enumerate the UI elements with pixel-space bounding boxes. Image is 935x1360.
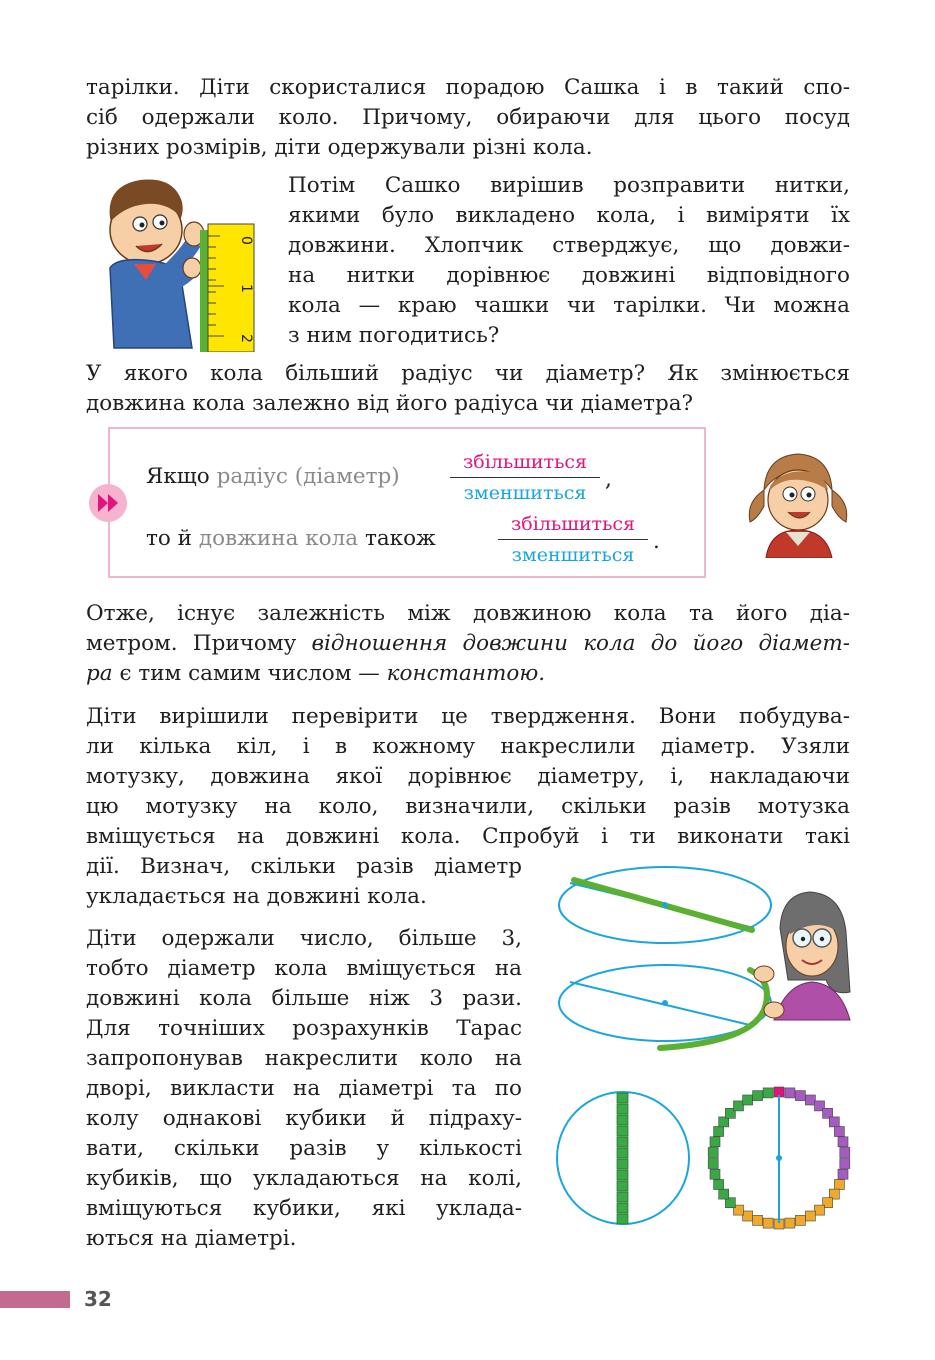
text-line: довжині кола більше ніж 3 рази. — [86, 986, 522, 1011]
circle-cube — [838, 1169, 848, 1179]
circle-cube — [753, 1215, 763, 1225]
text-line: дії. Визнач, скільки разів діаметр — [86, 854, 522, 879]
boy-with-ruler-illustration — [96, 172, 266, 352]
text-line: дворі, викласти на діаметрі та по — [86, 1076, 522, 1101]
diameter-cube — [617, 1115, 628, 1125]
diameter-cube — [617, 1214, 628, 1224]
rule-comma: , — [605, 467, 612, 492]
italic-fragment: ра — [86, 661, 113, 686]
text-line: на нитки дорівнює довжині відповідного — [288, 263, 850, 288]
paragraph-2 — [288, 171, 850, 351]
paragraph-4 — [86, 599, 850, 689]
text-line: У якого кола більший радіус чи діаметр? Як змінюється — [86, 361, 850, 386]
circles-with-rope-illustration — [550, 860, 860, 1060]
rule-period: . — [653, 529, 660, 554]
text-line: Для точніших розрахунків Тарас — [86, 1016, 522, 1041]
rule-length-text: довжина кола — [198, 526, 359, 551]
circle-cube — [840, 1159, 850, 1169]
circle-cube — [795, 1215, 805, 1225]
text-line: якими було викладено кола, і виміряти їх — [288, 203, 850, 228]
text-line: вміщується на довжині кола. Спробуй і ти виконати такі — [86, 824, 850, 849]
paragraph-5 — [86, 702, 850, 852]
text-line: різних розмірів, діти одержували різні кола. — [86, 135, 593, 160]
rule-fraction-1 — [450, 449, 600, 506]
rule-also-text: також — [364, 526, 436, 551]
circle-cube — [785, 1088, 795, 1098]
paragraph-6 — [86, 924, 522, 1254]
diameter-cubes — [617, 1093, 628, 1224]
text-line: кубиків, що укладаються на колі, — [86, 1166, 522, 1191]
text-line: Діти одержали число, більше 3, — [86, 926, 522, 951]
rule-box — [108, 427, 706, 578]
text-line: ються на діаметрі. — [86, 1226, 297, 1251]
bottom-diameter — [570, 982, 754, 1026]
circle-cube — [815, 1205, 825, 1215]
cubes-on-circles-illustration — [552, 1085, 862, 1235]
diameter-cube — [617, 1192, 628, 1202]
circle-cube — [753, 1091, 763, 1101]
diameter-cube — [617, 1104, 628, 1114]
text-line: запропонував накреслити коло на — [86, 1046, 522, 1071]
paragraph-1 — [86, 73, 850, 163]
rule-if-text: Якщо — [146, 464, 210, 489]
text-line: довжини. Хлопчик стверджує, що довжи- — [288, 233, 850, 258]
decrease-label: зменшиться — [511, 544, 635, 566]
diameter-cube — [617, 1126, 628, 1136]
rule-then-text: то й — [146, 526, 193, 551]
increase-label: збільшиться — [450, 449, 600, 478]
girl-with-pigtails-illustration — [740, 450, 856, 558]
circle-cube — [805, 1211, 815, 1221]
text-line: з ним погодитись? — [288, 323, 500, 348]
page-number: 32 — [84, 1287, 112, 1311]
text-line: ли кілька кіл, і в кожному накреслили діаметр. Узяли — [86, 734, 850, 759]
paragraph-3 — [86, 359, 850, 419]
circle-cube — [834, 1180, 844, 1190]
circle-cube — [708, 1159, 718, 1169]
italic-fragment: відношення довжини кола до його діамет- — [311, 631, 850, 656]
circle-cube — [805, 1095, 815, 1105]
circle-cube — [719, 1189, 729, 1199]
text-line: Отже, існує залежність між довжиною кола та його діа- — [86, 601, 850, 626]
text-line: тарілки. Діти скористалися порадою Сашка і в такий спо- — [86, 75, 850, 100]
circle-cube — [763, 1218, 773, 1228]
text-line: тобто діаметр кола вміщується на — [86, 956, 522, 981]
forward-arrows-icon — [86, 483, 130, 523]
diameter-cube — [617, 1203, 628, 1213]
diameter-cube — [617, 1148, 628, 1158]
text-line: вати, скільки разів у кількості — [86, 1136, 522, 1161]
text-line — [86, 629, 850, 659]
circle-cube — [743, 1095, 753, 1105]
text-line: вміщуються кубики, які уклада- — [86, 1196, 522, 1221]
diameter-cube — [617, 1093, 628, 1103]
circle-cube — [743, 1211, 753, 1221]
text-line: укладається на довжині кола. — [86, 884, 427, 909]
circle-cube — [734, 1101, 744, 1111]
circle-cube — [795, 1091, 805, 1101]
diameter-cube — [617, 1170, 628, 1180]
circle-cube — [838, 1137, 848, 1147]
rule-line-2 — [146, 524, 436, 554]
text-line: колу однакові кубики й підраху- — [86, 1106, 522, 1131]
ruler-label-2: 2 — [238, 334, 254, 343]
text-line: цю мотузку на коло, визначили, скільки разів мотузка — [86, 794, 850, 819]
paragraph-5-continued — [86, 852, 522, 912]
diameter-cube — [617, 1181, 628, 1191]
text-line: довжина кола залежно від його радіуса чи діаметра? — [86, 391, 694, 416]
ruler-label-0: 0 — [238, 236, 254, 245]
circle-cube — [708, 1148, 718, 1158]
circle-cube — [710, 1137, 720, 1147]
text-line — [86, 659, 850, 689]
circle-cube — [714, 1127, 724, 1137]
italic-fragment: константою. — [386, 661, 546, 686]
increase-label: збільшиться — [498, 511, 648, 540]
diameter-cube — [617, 1137, 628, 1147]
text-line: мотузку, довжина якої дорівнює діаметру, і, накладаючи — [86, 764, 850, 789]
text-fragment: є тим самим числом — — [119, 661, 380, 686]
circle-cube — [785, 1218, 795, 1228]
circle-cube — [840, 1148, 850, 1158]
rule-radius-text: радіус (діаметр) — [216, 464, 400, 489]
rule-fraction-2 — [498, 511, 648, 568]
page-number-bar — [0, 1291, 70, 1308]
text-fragment: метром. Причому — [86, 631, 297, 656]
circle-cube — [829, 1117, 839, 1127]
ruler-label-1: 1 — [238, 284, 254, 293]
circle-cube — [834, 1127, 844, 1137]
circle-cube — [710, 1169, 720, 1179]
decrease-label: зменшиться — [463, 482, 587, 504]
circle-cube — [763, 1088, 773, 1098]
rule-line-1 — [146, 462, 400, 492]
diameter-cube — [617, 1159, 628, 1169]
text-line: кола — краю чашки чи тарілки. Чи можна — [288, 293, 850, 318]
text-line: Потім Сашко вирішив розправити нитки, — [288, 173, 850, 198]
circle-cube — [714, 1180, 724, 1190]
text-line: сіб одержали коло. Причому, обираючи для цього посуд — [86, 105, 850, 130]
text-line: Діти вирішили перевірити це твердження. Вони побудува- — [86, 704, 850, 729]
